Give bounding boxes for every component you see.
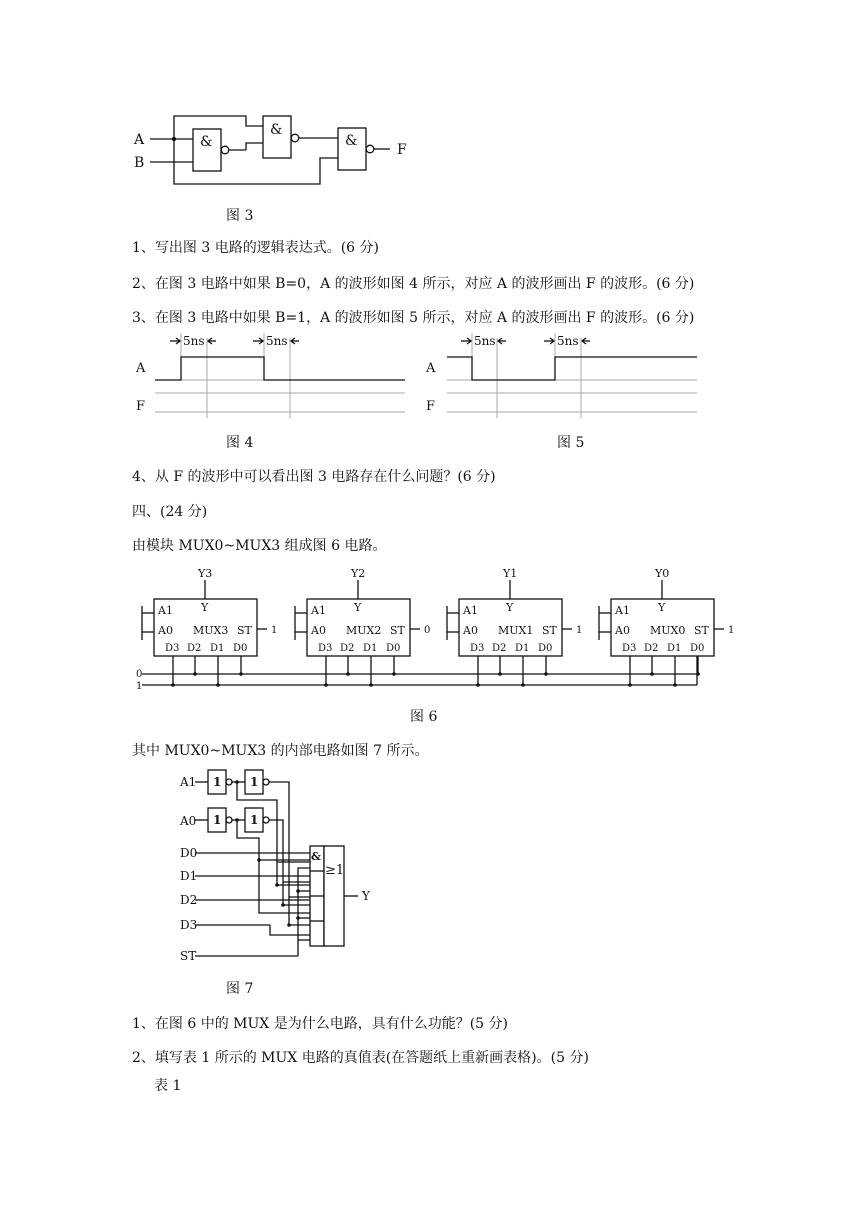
fig6-pin-y-2: Y — [506, 601, 514, 614]
fig5-delay-label-1: 5ns — [474, 334, 496, 348]
fig6-st-value-0: 1 — [271, 625, 278, 636]
fig6-pin-y-3: Y — [658, 601, 666, 614]
fig7-inv-symbol-3: 1 — [213, 813, 222, 827]
fig6-rail-1-label: 1 — [136, 681, 143, 692]
fig7-or-symbol: ≥1 — [325, 863, 345, 878]
fig7-input-d2: D2 — [180, 893, 198, 907]
fig4-delay-label-1: 5ns — [183, 334, 205, 348]
fig7-inv-symbol-1: 1 — [213, 775, 222, 789]
fig7-input-a1: A1 — [180, 775, 197, 789]
section-4-heading: 四、(24 分) — [132, 504, 208, 520]
fig6-pin-st-0: ST — [237, 624, 252, 637]
fig6-st-value-1: 0 — [424, 625, 431, 636]
question-3-2: 2、在图 3 电路中如果 B=0，A 的波形如图 4 所示，对应 A 的波形画出 F 的波形。(6 分) — [132, 276, 695, 292]
fig5-caption: 图 5 — [557, 435, 585, 451]
fig3-output-f: F — [397, 142, 407, 158]
fig6-pin-d2-0: D2 — [187, 643, 202, 654]
fig6-pin-y-1: Y — [354, 601, 362, 614]
fig3-input-b: B — [134, 155, 145, 171]
question-3-4: 4、从 F 的波形中可以看出图 3 电路存在什么问题？(6 分) — [132, 469, 496, 485]
fig4-signal-f: F — [136, 399, 146, 414]
fig6-module-name-1: MUX2 — [346, 624, 382, 637]
fig6-pin-d2-2: D2 — [492, 643, 507, 654]
question-3-1: 1、写出图 3 电路的逻辑表达式。(6 分) — [132, 240, 379, 256]
question-4-2: 2、填写表 1 所示的 MUX 电路的真值表(在答题纸上重新画表格)。(5 分) — [132, 1050, 589, 1066]
fig7-input-a0: A0 — [180, 814, 197, 828]
fig6-pin-d1-3: D1 — [667, 643, 682, 654]
fig6-module-output-0: Y3 — [198, 567, 213, 580]
fig6-pin-d3-0: D3 — [165, 643, 180, 654]
fig7-or-block — [324, 846, 344, 946]
fig6-pin-st-2: ST — [542, 624, 557, 637]
fig6-pin-d3-1: D3 — [318, 643, 333, 654]
fig6-pin-d0-1: D0 — [386, 643, 401, 654]
fig4-caption: 图 4 — [226, 435, 254, 451]
fig3-gate-1-symbol: & — [200, 134, 213, 150]
fig6-module-output-2: Y1 — [503, 567, 518, 580]
fig6-pin-a0-3: A0 — [615, 624, 630, 637]
fig6-pin-a0-1: A0 — [311, 624, 326, 637]
fig6-pin-d1-2: D1 — [515, 643, 530, 654]
fig7-output-y: Y — [362, 889, 370, 903]
fig7-input-st: ST — [180, 949, 197, 963]
fig6-pin-d0-2: D0 — [538, 643, 553, 654]
fig6-pin-d3-3: D3 — [622, 643, 637, 654]
fig6-pin-st-3: ST — [694, 624, 709, 637]
fig6-module-name-3: MUX0 — [650, 624, 686, 637]
fig7-and-symbol: & — [311, 850, 321, 863]
fig3-input-a: A — [134, 132, 145, 148]
fig5-delay-label-2: 5ns — [557, 334, 579, 348]
fig3-gate-3-symbol: & — [345, 133, 358, 149]
fig6-pin-a1-0: A1 — [158, 604, 173, 617]
fig6-pin-a0-0: A0 — [158, 624, 173, 637]
fig5-signal-f: F — [426, 399, 436, 414]
fig6-pin-d0-0: D0 — [233, 643, 248, 654]
fig7-inv-symbol-4: 1 — [250, 813, 259, 827]
fig3-caption: 图 3 — [226, 208, 254, 224]
fig6-pin-d1-0: D1 — [210, 643, 225, 654]
fig6-pin-a0-2: A0 — [463, 624, 478, 637]
table-1-label: 表 1 — [154, 1078, 182, 1094]
fig3-gate-2-symbol: & — [270, 122, 283, 138]
fig6-module-name-2: MUX1 — [498, 624, 534, 637]
fig6-pin-y-0: Y — [201, 601, 209, 614]
fig6-caption: 图 6 — [410, 709, 438, 725]
fig7-input-d1: D1 — [180, 869, 198, 883]
fig5-signal-a: A — [426, 361, 436, 376]
intro-fig7: 其中 MUX0~MUX3 的内部电路如图 7 所示。 — [132, 743, 429, 759]
fig7-input-d3: D3 — [180, 918, 198, 932]
fig6-pin-d3-2: D3 — [470, 643, 485, 654]
fig6-pin-st-1: ST — [390, 624, 405, 637]
fig6-st-value-3: 1 — [728, 625, 735, 636]
fig6-pin-d0-3: D0 — [690, 643, 705, 654]
fig6-pin-d2-3: D2 — [644, 643, 659, 654]
intro-fig6: 由模块 MUX0~MUX3 组成图 6 电路。 — [132, 538, 387, 554]
question-4-1: 1、在图 6 中的 MUX 是为什么电路，具有什么功能？(5 分) — [132, 1016, 508, 1032]
fig6-module-output-1: Y2 — [351, 567, 366, 580]
fig7-input-d0: D0 — [180, 846, 198, 860]
fig6-module-output-3: Y0 — [655, 567, 670, 580]
fig6-pin-a1-3: A1 — [615, 604, 630, 617]
fig6-rail-0-label: 0 — [136, 669, 143, 680]
fig6-st-value-2: 1 — [576, 625, 583, 636]
fig4-delay-label-2: 5ns — [266, 334, 288, 348]
fig7-caption: 图 7 — [226, 981, 254, 997]
fig6-pin-a1-2: A1 — [463, 604, 478, 617]
fig6-pin-a1-1: A1 — [311, 604, 326, 617]
question-3-3: 3、在图 3 电路中如果 B=1，A 的波形如图 5 所示，对应 A 的波形画出 F 的波形。(6 分) — [132, 310, 695, 326]
fig6-pin-d1-1: D1 — [363, 643, 378, 654]
fig6-module-name-0: MUX3 — [193, 624, 229, 637]
fig7-inv-symbol-2: 1 — [250, 775, 259, 789]
fig6-pin-d2-1: D2 — [340, 643, 355, 654]
fig4-signal-a: A — [136, 361, 146, 376]
